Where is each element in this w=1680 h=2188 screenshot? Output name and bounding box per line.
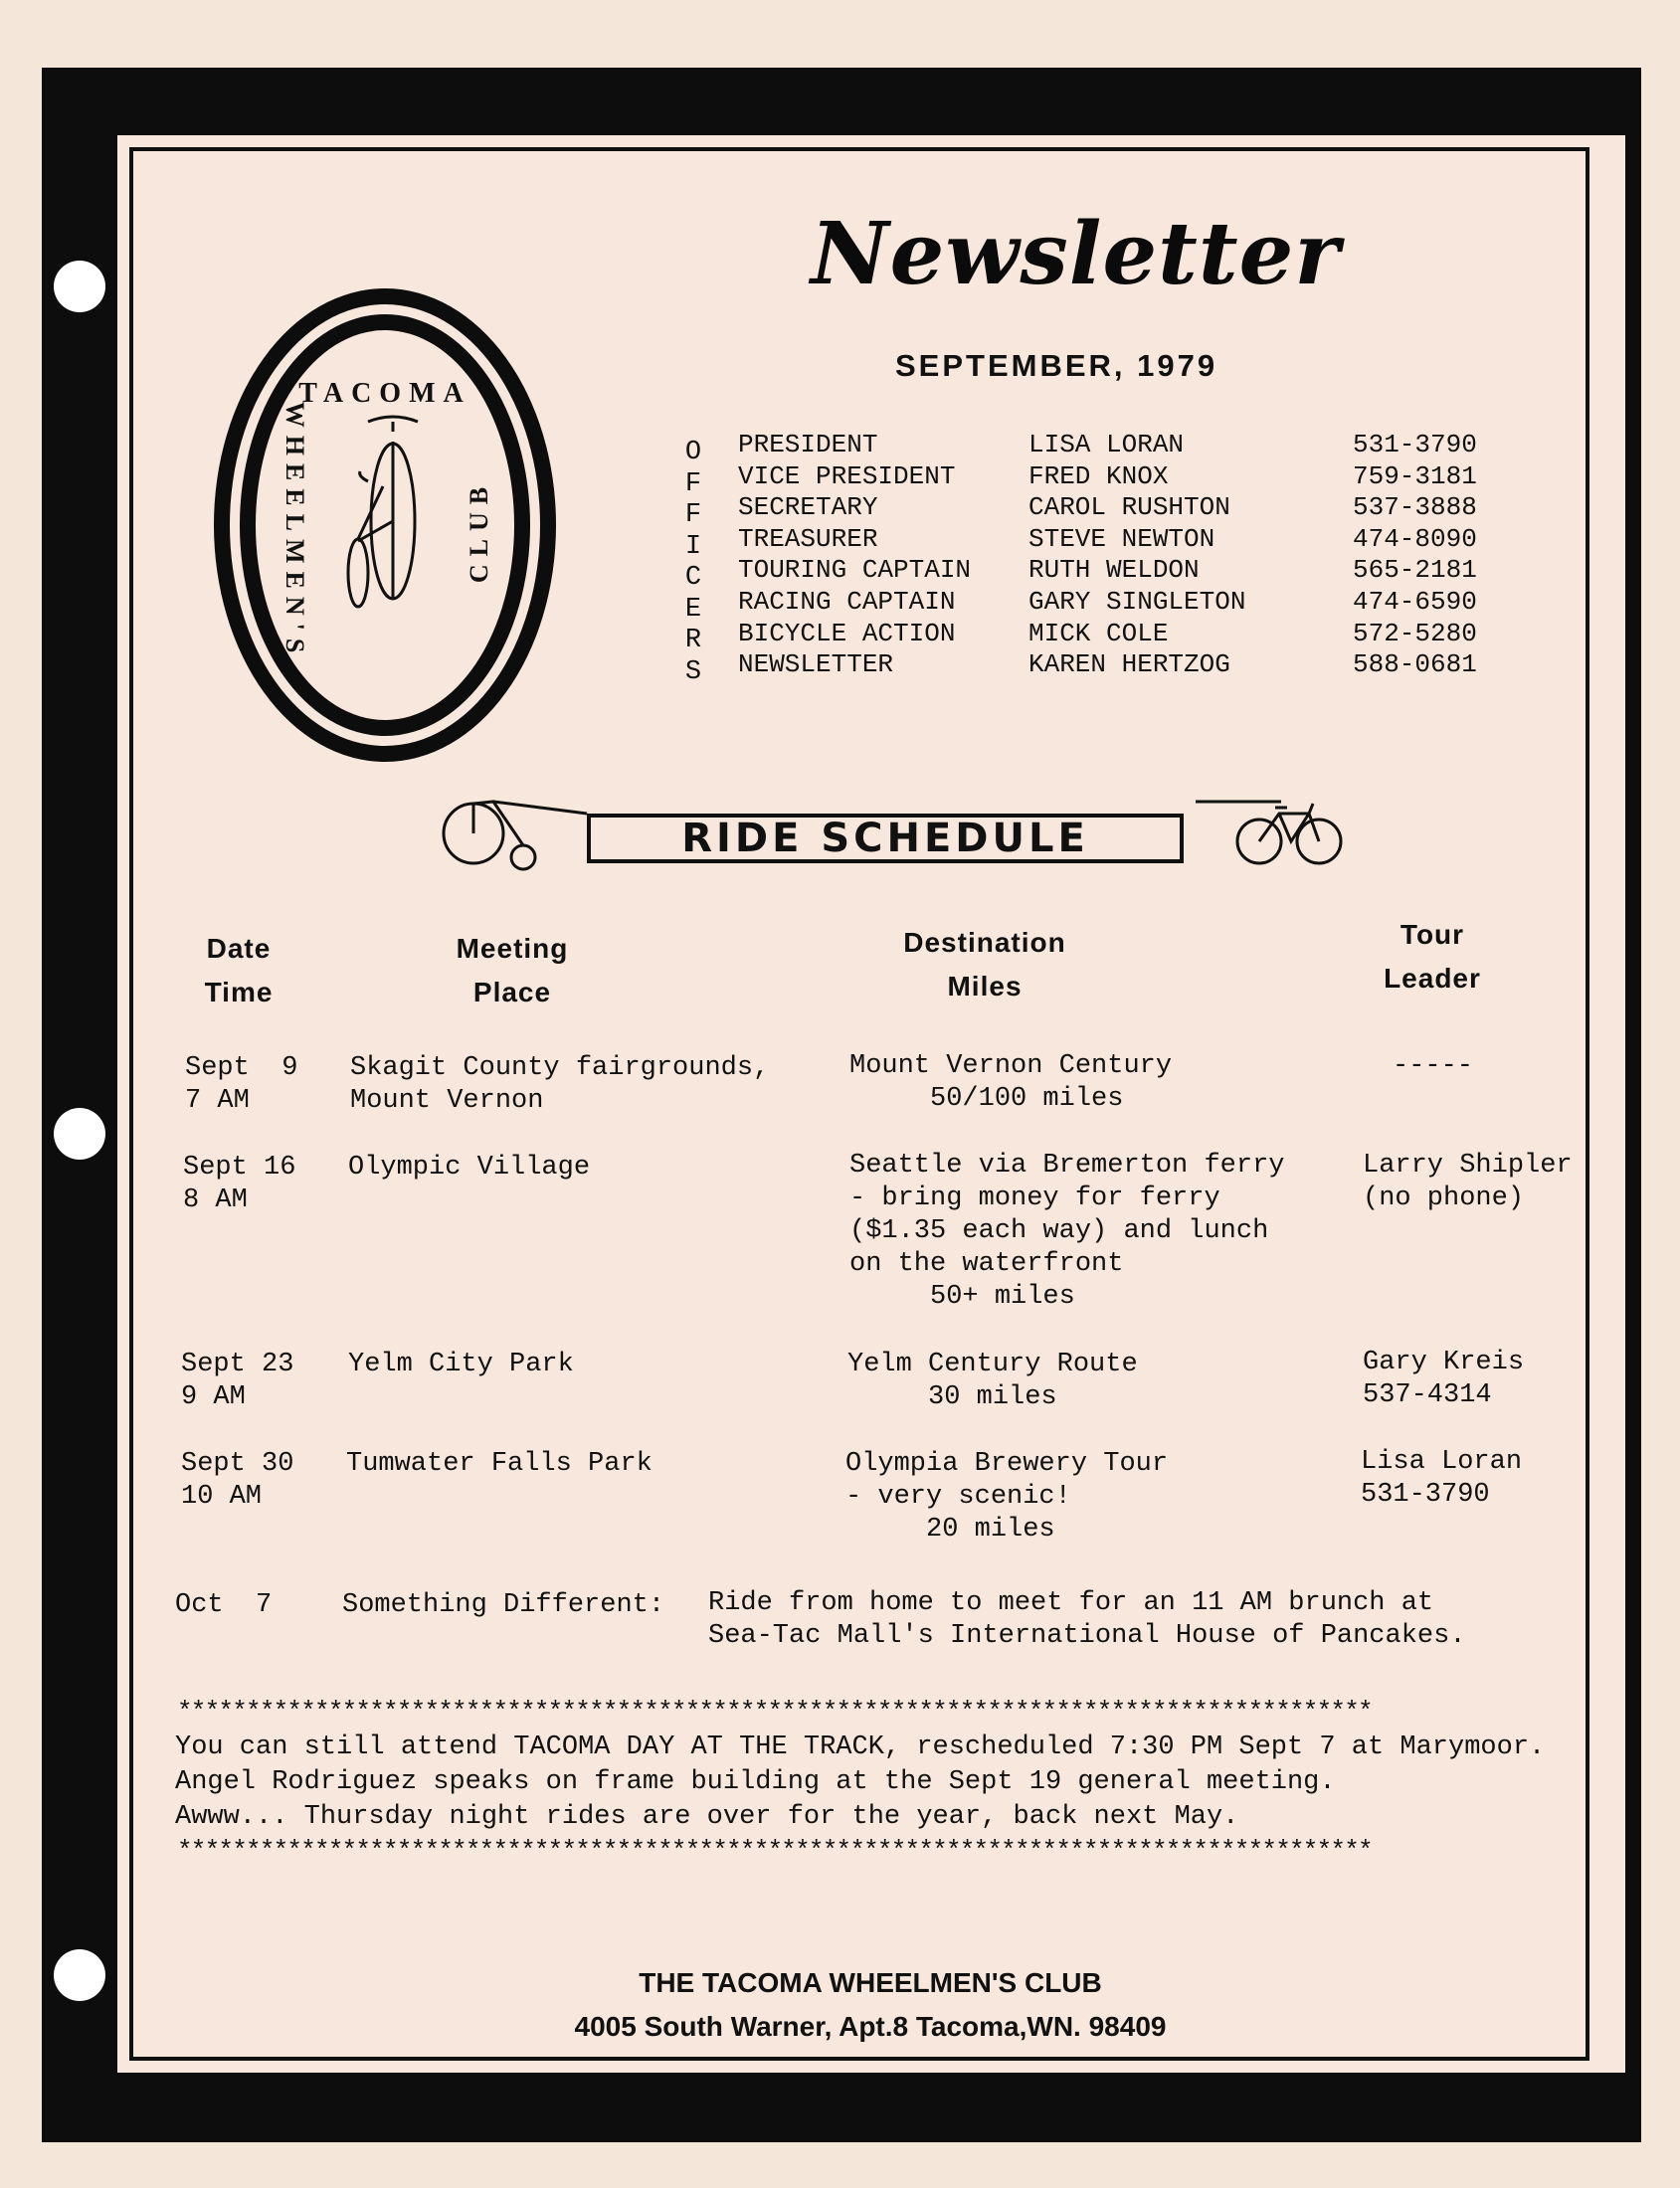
- officer-phone: 474-8090: [1353, 523, 1477, 554]
- announcement-line: You can still attend TACOMA DAY AT THE TRACK, rescheduled 7:30 PM Sept 7 at Marymoor.: [175, 1732, 1546, 1762]
- logo-text-right: CLUB: [465, 478, 493, 584]
- col-head-date: [179, 927, 298, 1014]
- punch-hole-middle: [54, 1108, 105, 1160]
- officer-row: [738, 492, 1514, 524]
- officer-role: TOURING CAPTAIN: [738, 555, 972, 586]
- col-head-line: Tour: [1400, 919, 1465, 950]
- ride-destination: Yelm Century Route 30 miles: [847, 1350, 1138, 1412]
- officer-phone: 572-5280: [1353, 618, 1477, 648]
- col-head-destination: [875, 921, 1094, 1008]
- officers-letter: F: [684, 500, 702, 530]
- officer-row: [738, 619, 1514, 650]
- officer-role: VICE PRESIDENT: [738, 460, 956, 491]
- officer-role: PRESIDENT: [738, 430, 878, 459]
- officer-name: KAREN HERTZOG: [1028, 649, 1230, 680]
- officer-name: CAROL RUSHTON: [1028, 492, 1230, 523]
- punch-hole-bottom: [54, 1949, 105, 2001]
- officer-row: [738, 555, 1514, 587]
- officers-letter: I: [684, 531, 702, 562]
- star-divider-top: ***************************************************************************************: [177, 1697, 1372, 1727]
- special-ride-text: Ride from home to meet for an 11 AM brunch at Sea-Tac Mall's International House of Pancakes.: [708, 1588, 1466, 1651]
- officer-phone: 565-2181: [1353, 555, 1477, 586]
- ride-leader: Gary Kreis 537-4314: [1363, 1348, 1525, 1410]
- ride-place: Skagit County fairgrounds, Mount Vernon: [350, 1053, 770, 1116]
- officer-role: BICYCLE ACTION: [738, 618, 956, 648]
- officers-letter: S: [684, 656, 702, 687]
- ride-schedule-banner: RIDE SCHEDULE: [587, 814, 1184, 863]
- ride-leader: Larry Shipler (no phone): [1363, 1151, 1573, 1213]
- ride-leader: -----: [1393, 1051, 1474, 1081]
- ride-date: Sept 9 7 AM: [185, 1053, 298, 1116]
- club-footer: [398, 1961, 1343, 2049]
- ride-leader: Lisa Loran 531-3790: [1361, 1447, 1523, 1510]
- officers-letter: R: [684, 626, 702, 655]
- ride-date: Sept 16 8 AM: [183, 1153, 296, 1215]
- officers-letter: F: [684, 468, 702, 499]
- officer-phone: 588-0681: [1353, 649, 1477, 680]
- col-head-place: [428, 927, 597, 1014]
- officer-phone: 474-6590: [1353, 586, 1477, 617]
- club-logo: [209, 282, 561, 768]
- officer-row: [738, 587, 1514, 619]
- officer-name: LISA LORAN: [1028, 430, 1185, 459]
- ride-date: Sept 30 10 AM: [181, 1449, 294, 1512]
- col-head-line: Destination: [903, 927, 1066, 958]
- penny-farthing-icon: [444, 802, 535, 869]
- logo-text-left: WHEELMEN'S: [280, 401, 309, 661]
- newsletter-title: Newsletter: [811, 204, 1341, 304]
- punch-hole-top: [54, 261, 105, 312]
- officer-role: NEWSLETTER: [738, 649, 894, 680]
- officers-vertical-label: [678, 438, 708, 688]
- officer-row: [738, 430, 1514, 461]
- announcements: [175, 1731, 1587, 1835]
- officer-name: GARY SINGLETON: [1028, 586, 1246, 617]
- ride-destination: Mount Vernon Century 50/100 miles: [849, 1051, 1173, 1114]
- officer-row: [738, 461, 1514, 493]
- officer-row: [738, 649, 1514, 681]
- officer-role: RACING CAPTAIN: [738, 586, 956, 617]
- ride-place: Olympic Village: [348, 1153, 591, 1183]
- officer-role: SECRETARY: [738, 492, 878, 523]
- ride-date: Sept 23 9 AM: [181, 1350, 294, 1412]
- announcement-line: Awww... Thursday night rides are over for the year, back next May.: [175, 1802, 1239, 1832]
- officer-row: [738, 524, 1514, 556]
- officer-name: FRED KNOX: [1028, 460, 1169, 491]
- ride-place: Yelm City Park: [348, 1350, 574, 1379]
- special-ride-date: Oct 7: [175, 1590, 273, 1620]
- officers-letter: E: [684, 594, 702, 625]
- col-head-leader: [1353, 913, 1512, 1001]
- officer-role: TREASURER: [738, 523, 878, 554]
- officer-phone: 537-3888: [1353, 492, 1477, 523]
- col-head-line: Time: [204, 977, 274, 1007]
- officer-name: STEVE NEWTON: [1028, 523, 1215, 554]
- club-name: THE TACOMA WHEELMEN'S CLUB: [639, 1967, 1102, 1998]
- ride-place: Tumwater Falls Park: [346, 1449, 653, 1479]
- officer-phone: 531-3790: [1353, 430, 1477, 459]
- logo-text-top: TACOMA: [298, 378, 471, 409]
- col-head-line: Meeting: [456, 933, 569, 964]
- announcement-line: Angel Rodriguez speaks on frame building at the Sept 19 general meeting.: [175, 1767, 1336, 1797]
- ride-destination: Seattle via Bremerton ferry - bring money for ferry ($1.35 each way) and lunch on the waterfront 50+ miles: [849, 1151, 1285, 1312]
- officers-letter: C: [684, 563, 702, 593]
- ride-destination: Olympia Brewery Tour - very scenic! 20 miles: [845, 1449, 1169, 1545]
- officer-phone: 759-3181: [1353, 460, 1477, 491]
- club-address: 4005 South Warner, Apt.8 Tacoma,WN. 98409: [574, 2011, 1167, 2042]
- officer-name: MICK COLE: [1028, 618, 1169, 648]
- col-head-line: Date: [206, 933, 272, 964]
- col-head-line: Place: [472, 977, 552, 1007]
- col-head-line: Leader: [1384, 963, 1481, 994]
- star-divider-bottom: ***************************************************************************************: [177, 1836, 1372, 1866]
- officers-table: [738, 430, 1514, 681]
- issue-date: SEPTEMBER, 1979: [895, 348, 1218, 383]
- special-ride-label: Something Different:: [342, 1590, 665, 1620]
- officer-name: RUTH WELDON: [1028, 555, 1200, 586]
- col-head-line: Miles: [947, 971, 1023, 1002]
- bicycle-icon: [1237, 804, 1341, 863]
- officers-letter: O: [684, 438, 702, 467]
